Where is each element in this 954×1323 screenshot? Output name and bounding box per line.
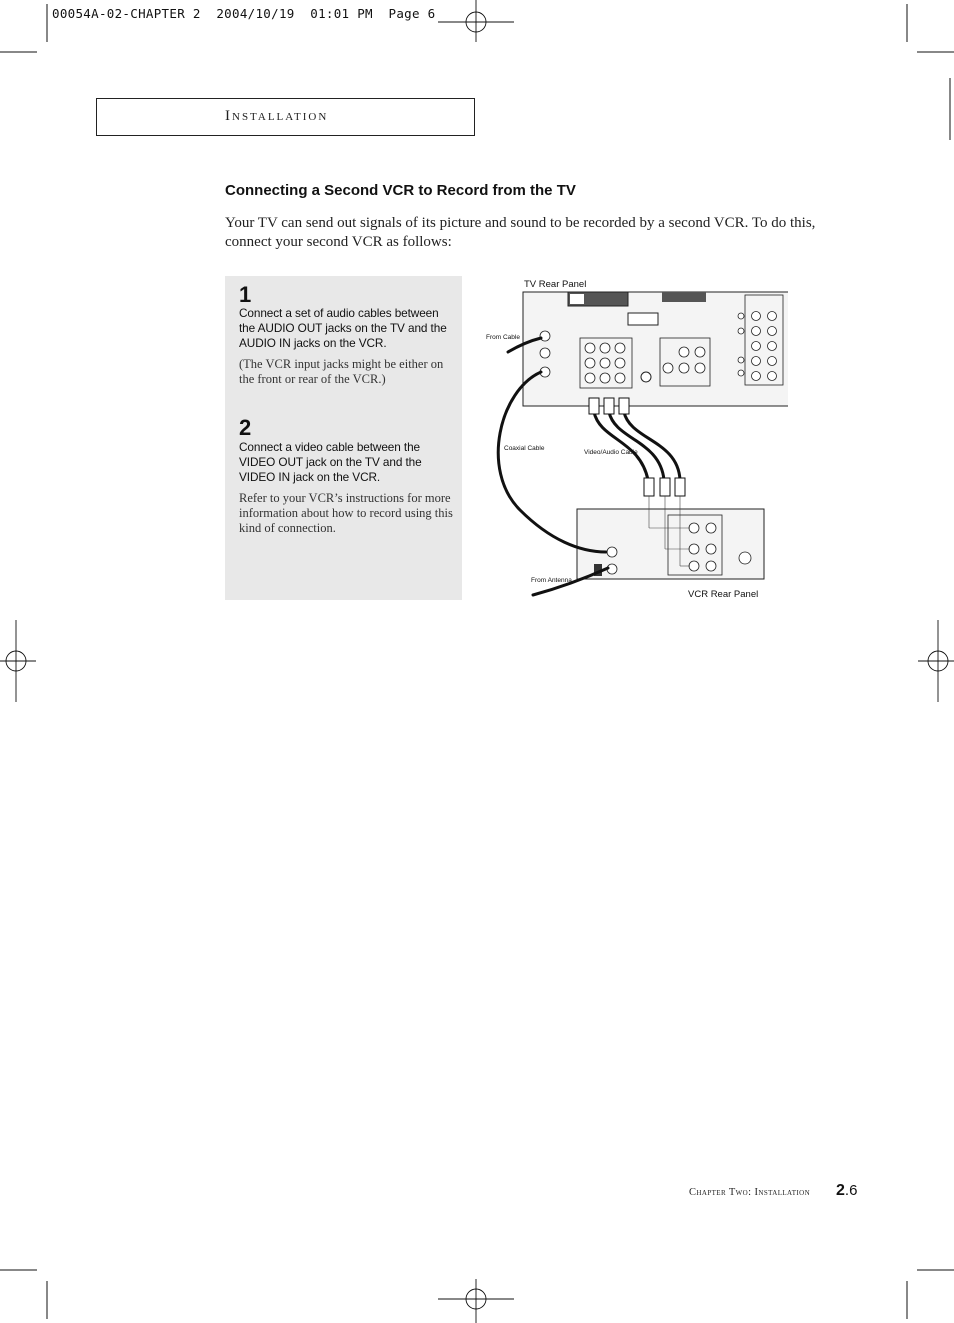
intro-paragraph: Your TV can send out signals of its picture and sound to be recorded by a second VCR. To do this, connect your second VCR as follows: — [225, 215, 816, 250]
av-cable-2 — [609, 412, 664, 480]
step-2-text: Connect a video cable between the VIDEO OUT jack on the TV and the VIDEO IN jack on the VCR. — [239, 440, 422, 484]
step-2-number: 2 — [239, 415, 252, 440]
coaxial-cable-label: Coaxial Cable — [504, 445, 545, 452]
tv-rear-panel — [523, 292, 788, 406]
page-number-major: 2 — [836, 1182, 845, 1199]
step-1-text: Connect a set of audio cables between the AUDIO OUT jacks on the TV and the AUDIO IN jacks on the VCR. — [239, 306, 447, 350]
steps-panel — [225, 276, 462, 600]
from-cable-label: From Cable — [486, 334, 520, 341]
registration-mark-left — [0, 620, 36, 702]
page-number — [836, 1182, 857, 1200]
footer-chapter: Chapter Two: Installation — [689, 1187, 811, 1198]
video-audio-cable-label: Video/Audio Cable — [584, 449, 638, 456]
from-antenna-label: From Antenna — [531, 577, 572, 584]
page-heading: Connecting a Second VCR to Record from the TV — [225, 182, 576, 199]
printer-slug: 00054A-02-CHAPTER 2 2004/10/19 01:01 PM Page 6 — [52, 6, 436, 21]
registration-mark-right — [918, 620, 954, 702]
step-1-number: 1 — [239, 282, 252, 307]
registration-mark-bottom — [438, 1279, 514, 1323]
step-1-note: (The VCR input jacks might be either on the front or rear of the VCR.) — [239, 357, 444, 386]
connection-diagram — [478, 272, 788, 604]
tv-rear-panel-label: TV Rear Panel — [524, 279, 587, 290]
section-header — [96, 98, 475, 136]
vcr-rear-panel-label: VCR Rear Panel — [688, 589, 759, 600]
registration-mark-top — [438, 0, 514, 42]
page-number-minor: .6 — [844, 1182, 858, 1199]
plugs — [589, 398, 685, 496]
step-2-note: Refer to your VCR’s instructions for more information about how to record using this kind of connection. — [239, 491, 453, 535]
av-cable-3 — [624, 412, 680, 480]
section-title: Installation — [225, 108, 329, 124]
av-cable-1 — [594, 412, 648, 480]
